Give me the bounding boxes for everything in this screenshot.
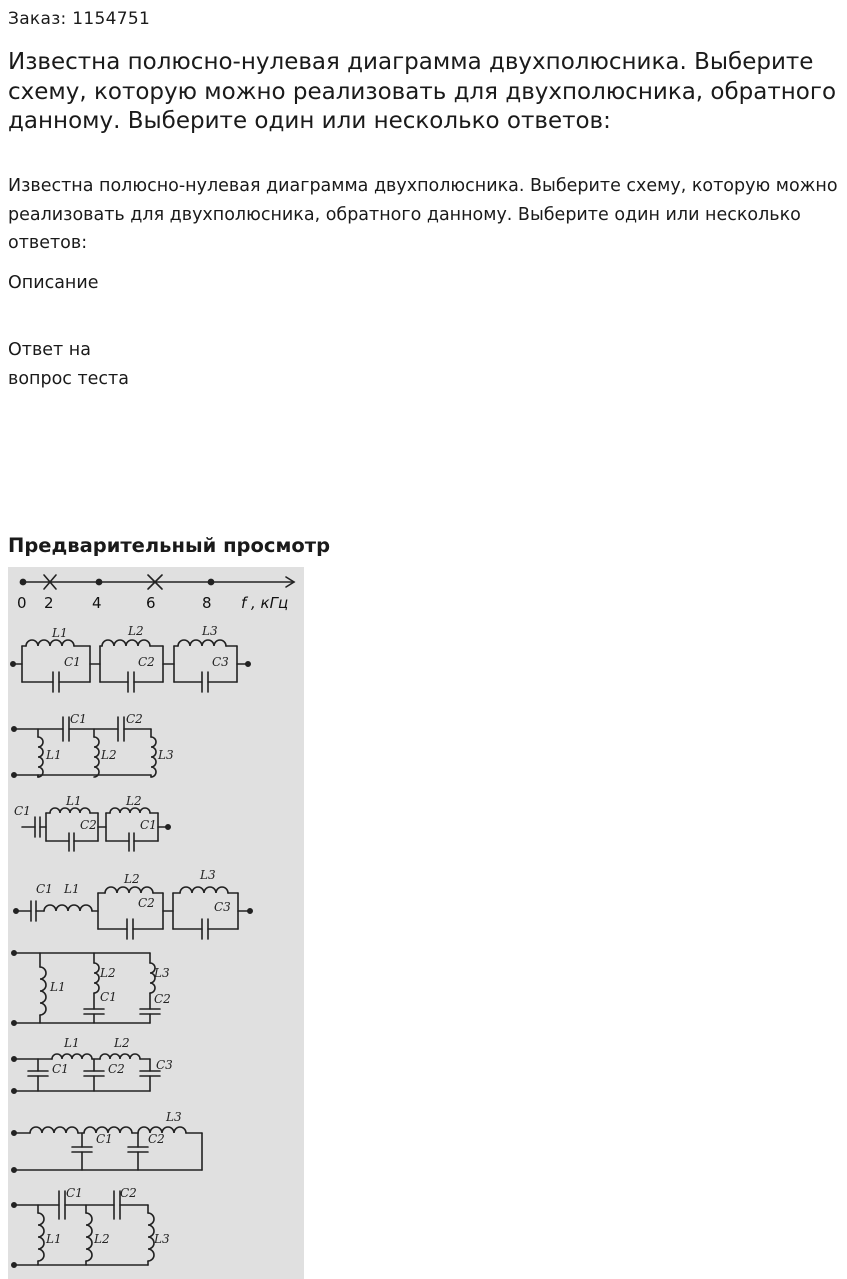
label-c1: C1 [64,655,81,669]
circuit-option-1 [11,624,250,692]
label-c3: C3 [212,655,229,669]
label-c2: C2 [108,1062,125,1076]
circuit-option-6 [12,1036,173,1093]
description-label: Описание [8,273,99,293]
label-l3: L3 [166,1110,182,1124]
label-l3: L3 [154,966,170,980]
circuit-option-5 [12,951,171,1025]
label-l2: L2 [124,872,140,886]
label-c2: C2 [126,712,143,726]
tick-2: 2 [44,594,54,612]
label-l3: L3 [154,1232,170,1246]
label-l2: L2 [101,748,117,762]
label-l1: L1 [66,794,82,808]
label-c1: C1 [100,990,117,1004]
label-l2: L2 [114,1036,130,1050]
label-l1: L1 [52,626,68,640]
label-l1: L1 [46,1232,62,1246]
label-c1: C1 [36,882,53,896]
order-number: Заказ: 1154751 [8,9,151,29]
answer-label [8,336,129,394]
label-l2: L2 [126,794,142,808]
preview-image [8,567,304,1279]
label-c1: C1 [14,804,31,818]
label-c2: C2 [80,818,97,832]
label-c2: C2 [120,1186,137,1200]
label-c2: C2 [148,1132,165,1146]
tick-6: 6 [146,594,156,612]
label-c1: C1 [96,1132,113,1146]
axis-unit: , кГц [251,594,289,612]
label-l3: L3 [158,748,174,762]
question-title: Известна полюсно-нулевая диаграмма двухполюсника. Выберите схему, которую можно реализовать для двухполюсника, обратного данному. Выберите один или несколько ответов: [8,49,837,134]
label-l3: L3 [200,868,216,882]
label-c3: C3 [214,900,231,914]
tick-0: 0 [17,594,27,612]
answer-label-line2: вопрос теста [8,369,129,389]
circuit-option-7 [12,1110,202,1172]
circuit-option-8 [12,1186,170,1267]
label-c1: C1 [70,712,87,726]
label-l2: L2 [100,966,116,980]
label-l1: L1 [50,980,66,994]
label-c2: C2 [138,896,155,910]
label-c1: C1 [66,1186,83,1200]
question-description: Известна полюсно-нулевая диаграмма двухполюсника. Выберите схему, которую можно реализовать для двухполюсника, обратного данному. Выберите один или несколько ответов: [8,176,838,253]
label-c3: C3 [156,1058,173,1072]
label-l3: L3 [202,624,218,638]
label-c2: C2 [154,992,171,1006]
tick-4: 4 [92,594,102,612]
circuit-option-3 [14,794,170,851]
pole-zero-axis [17,575,294,612]
label-l1: L1 [64,1036,80,1050]
preview-heading: Предварительный просмотр [8,534,331,557]
circuit-option-2 [12,712,174,777]
label-c1: C1 [52,1062,69,1076]
label-c1b: C1 [140,818,157,832]
label-l1: L1 [64,882,80,896]
circuit-option-4 [14,868,252,939]
answer-label-line1: Ответ на [8,340,91,360]
axis-unit-f: f [241,594,247,612]
label-c2: C2 [138,655,155,669]
label-l2: L2 [94,1232,110,1246]
tick-8: 8 [202,594,212,612]
label-l1: L1 [46,748,62,762]
label-l2: L2 [128,624,144,638]
